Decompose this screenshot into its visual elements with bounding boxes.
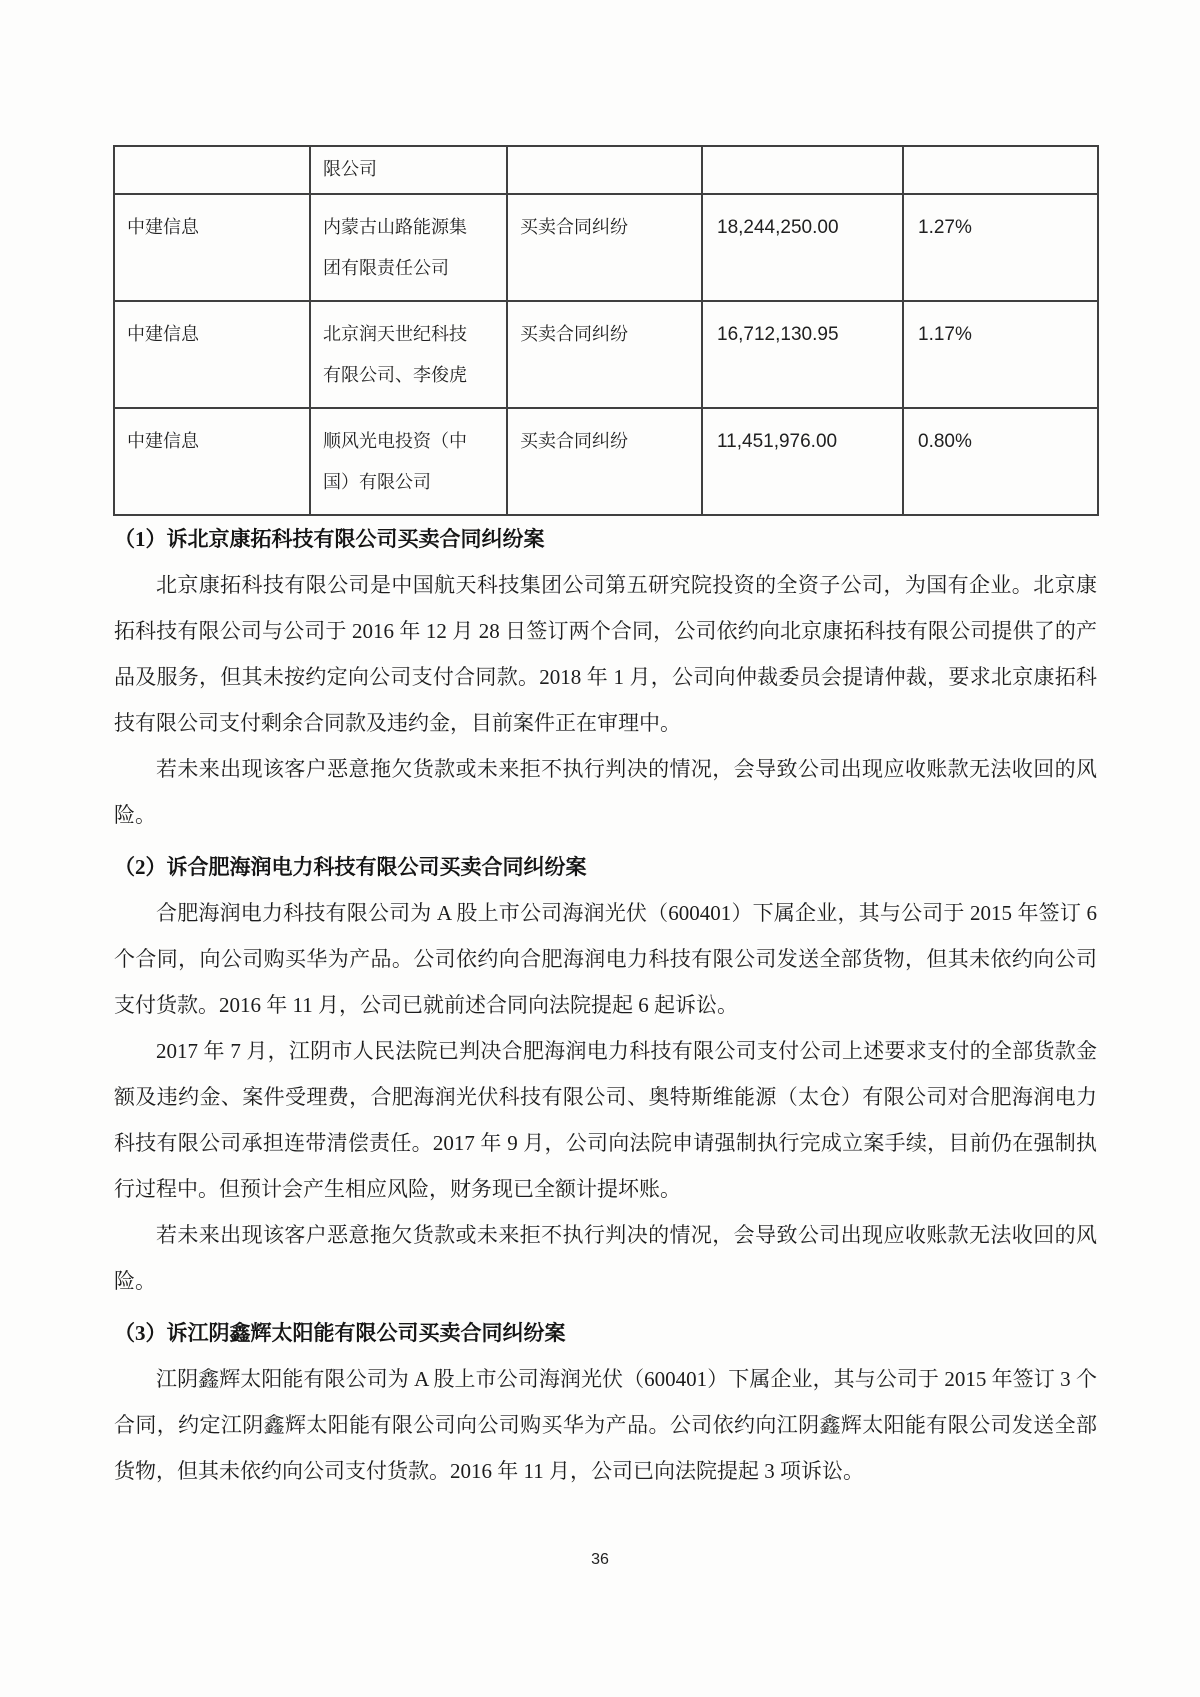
table-row bbox=[114, 301, 1098, 408]
cell-party: 内蒙古山路能源集团有限责任公司 bbox=[310, 194, 507, 301]
cell-case-type: 买卖合同纠纷 bbox=[507, 301, 702, 408]
section-heading-1: （1）诉北京康拓科技有限公司买卖合同纠纷案 bbox=[114, 527, 545, 551]
cell-case-type: 买卖合同纠纷 bbox=[507, 194, 702, 301]
cell-amount bbox=[702, 146, 903, 194]
section-heading-3: （3）诉江阴鑫辉太阳能有限公司买卖合同纠纷案 bbox=[114, 1321, 566, 1345]
paragraph: 若未来出现该客户恶意拖欠货款或未来拒不执行判决的情况，会导致公司出现应收账款无法收回的风险。 bbox=[114, 757, 1097, 827]
paragraph: 北京康拓科技有限公司是中国航天科技集团公司第五研究院投资的全资子公司，为国有企业。北京康拓科技有限公司与公司于 2016 年 12 月 28 日签订两个合同，公司依约向北京康拓科技有限公司提供了的产品及服务，但其未按约定向公司支付合同款。2018 年 1 月，公司向仲裁委员会提请仲裁，要求北京康拓科技有限公司支付剩余合同款及违约金，目前案件正在审理中。 bbox=[114, 573, 1097, 735]
paragraph: 合肥海润电力科技有限公司为 A 股上市公司海润光伏（600401）下属企业，其与公司于 2015 年签订 6 个合同，向公司购买华为产品。公司依约向合肥海润电力科技有限公司发送全部货物，但其未依约向公司支付货款。2016 年 11 月，公司已就前述合同向法院提起 6 起诉讼。 bbox=[114, 901, 1097, 1017]
section-heading-2: （2）诉合肥海润电力科技有限公司买卖合同纠纷案 bbox=[114, 855, 587, 879]
cell-party: 北京润天世纪科技有限公司、李俊虎 bbox=[310, 301, 507, 408]
body-text bbox=[114, 510, 1097, 1494]
cell-amount: 16,712,130.95 bbox=[702, 301, 903, 408]
cell-client bbox=[114, 146, 310, 194]
cell-case-type bbox=[507, 146, 702, 194]
page-number: 36 bbox=[591, 1551, 609, 1568]
cell-case-type: 买卖合同纠纷 bbox=[507, 408, 702, 515]
cell-client: 中建信息 bbox=[114, 194, 310, 301]
paragraph: 若未来出现该客户恶意拖欠货款或未来拒不执行判决的情况，会导致公司出现应收账款无法收回的风险。 bbox=[114, 1223, 1097, 1293]
cell-percentage: 0.80% bbox=[903, 408, 1098, 515]
cell-party: 限公司 bbox=[310, 146, 507, 194]
cell-amount: 11,451,976.00 bbox=[702, 408, 903, 515]
cell-percentage bbox=[903, 146, 1098, 194]
table-row bbox=[114, 194, 1098, 301]
litigation-table bbox=[113, 145, 1099, 516]
cell-percentage: 1.27% bbox=[903, 194, 1098, 301]
paragraph: 2017 年 7 月，江阴市人民法院已判决合肥海润电力科技有限公司支付公司上述要求支付的全部货款金额及违约金、案件受理费，合肥海润光伏科技有限公司、奥特斯维能源（太仓）有限公司对合肥海润电力科技有限公司承担连带清偿责任。2017 年 9 月，公司向法院申请强制执行完成立案手续，目前仍在强制执行过程中。但预计会产生相应风险，财务现已全额计提坏账。 bbox=[114, 1039, 1097, 1201]
cell-client: 中建信息 bbox=[114, 408, 310, 515]
cell-party: 顺风光电投资（中国）有限公司 bbox=[310, 408, 507, 515]
cell-percentage: 1.17% bbox=[903, 301, 1098, 408]
cell-client: 中建信息 bbox=[114, 301, 310, 408]
table-row bbox=[114, 146, 1098, 194]
table-row bbox=[114, 408, 1098, 515]
paragraph: 江阴鑫辉太阳能有限公司为 A 股上市公司海润光伏（600401）下属企业，其与公司于 2015 年签订 3 个合同，约定江阴鑫辉太阳能有限公司向公司购买华为产品。公司依约向江阴鑫辉太阳能有限公司发送全部货物，但其未依约向公司支付货款。2016 年 11 月，公司已向法院提起 3 项诉讼。 bbox=[114, 1367, 1097, 1483]
cell-amount: 18,244,250.00 bbox=[702, 194, 903, 301]
